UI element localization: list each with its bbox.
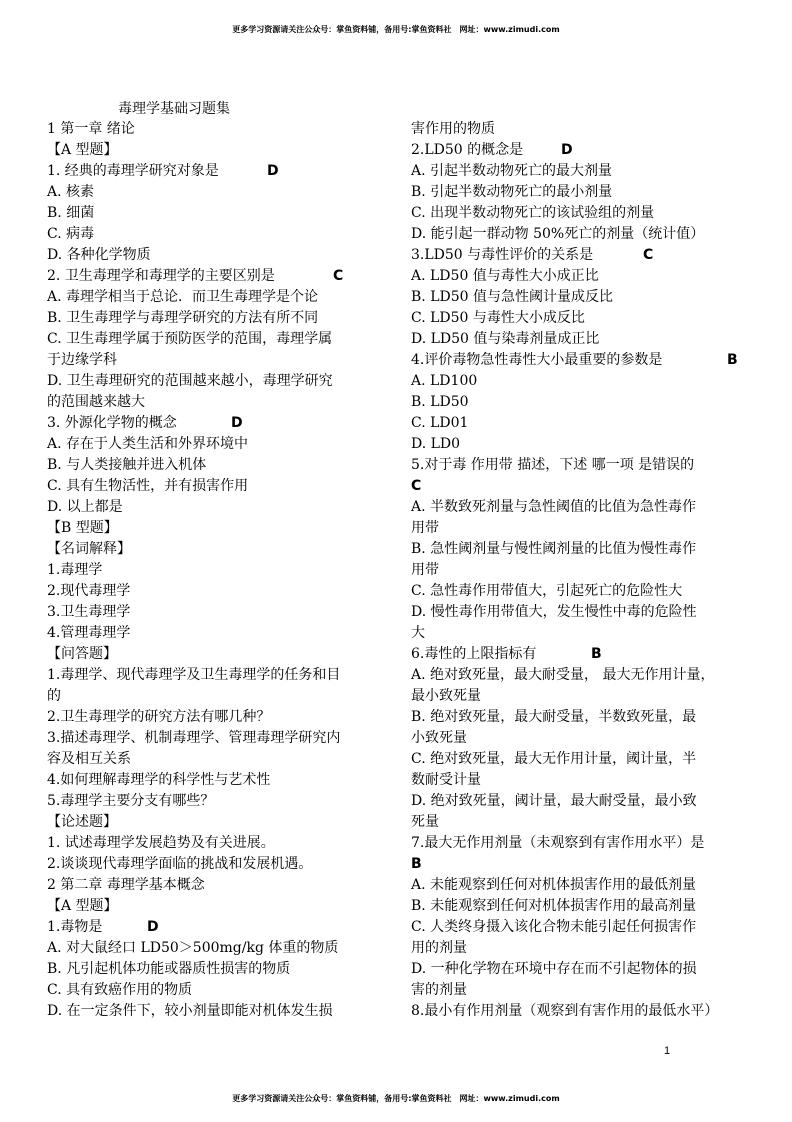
- option-b: B. 与人类接触并进入机体: [47, 457, 207, 473]
- option-d: D. 绝对致死量，阈计量，最大耐受量，最小致: [411, 793, 697, 809]
- question-7: 7.最大无作用剂量（未观察到有害作用水平）是: [411, 835, 705, 851]
- option-a: A. 毒理学相当于总论．而卫生毒理学是个论: [47, 289, 319, 305]
- option-d: D. 卫生毒理研究的范围越来越小，毒理学研究: [47, 373, 333, 389]
- answer-key: D: [561, 142, 573, 158]
- option-continuation: 死量: [411, 814, 439, 830]
- option-a: A. LD100: [411, 373, 478, 389]
- question-2: 2.LD50 的概念是: [411, 142, 524, 158]
- qa-item: 1.毒理学、现代毒理学及卫生毒理学的任务和目: [47, 667, 341, 683]
- qa-continuation: 的: [47, 688, 61, 704]
- footer-banner: 更多学习资源请关注公众号：掌鱼资料铺，备用号:掌鱼资料社 网址：www.zimudi.com: [232, 1094, 560, 1103]
- section-b-heading: 【B 型题】: [47, 520, 118, 536]
- option-c: C. 绝对致死量，最大无作用计量，阈计量，半: [411, 751, 697, 767]
- option-c: C. LD50 与毒性大小成反比: [411, 310, 585, 326]
- option-c: C. 急性毒作用带值大，引起死亡的危险性大: [411, 583, 683, 599]
- glossary-item: 4.管理毒理学: [47, 625, 131, 641]
- answer-key: C: [333, 268, 344, 284]
- answer-key: D: [231, 415, 243, 431]
- question-2: 2. 卫生毒理学和毒理学的主要区别是: [47, 268, 275, 284]
- question-1: 1.毒物是: [47, 919, 103, 935]
- question-5: 5.对于毒 作用带 描述，下述 哪一项 是错误的: [411, 457, 695, 473]
- section-a-heading: 【A 型题】: [47, 898, 118, 914]
- option-continuation: 害的剂量: [411, 982, 467, 998]
- glossary-item: 2.现代毒理学: [47, 583, 131, 599]
- question-8: 8.最小有作用剂量（观察到有害作用的最低水平）: [411, 1003, 719, 1019]
- option-a: A. 未能观察到任何对机体损害作用的最低剂量: [411, 877, 697, 893]
- qa-heading: 【问答题】: [47, 646, 117, 662]
- option-continuation: 小致死量: [411, 730, 467, 746]
- option-c: C. 卫生毒理学属于预防医学的范围，毒理学属: [47, 331, 333, 347]
- question-3: 3. 外源化学物的概念: [47, 415, 177, 431]
- option-a: A. 半数致死剂量与急性阈值的比值为急性毒作: [411, 499, 697, 515]
- essay-item: 2.谈谈现代毒理学面临的挑战和发展机遇。: [47, 856, 313, 872]
- option-b: B. 急性阈剂量与慢性阈剂量的比值为慢性毒作: [411, 541, 697, 557]
- question-6: 6.毒性的上限指标有: [411, 646, 537, 662]
- qa-item: 5.毒理学主要分支有哪些？: [47, 793, 215, 809]
- option-c: C. LD01: [411, 415, 469, 431]
- essay-item: 1. 试述毒理学发展趋势及有关进展。: [47, 835, 275, 851]
- option-b: B. 未能观察到任何对机体损害作用的最高剂量: [411, 898, 697, 914]
- chapter-1-heading: 1 第一章 绪论: [47, 121, 135, 137]
- option-d: D. LD50 值与染毒剂量成正比: [411, 331, 600, 347]
- option-d: D. 各种化学物质: [47, 247, 151, 263]
- question-4: 4.评价毒物急性毒性大小最重要的参数是: [411, 352, 663, 368]
- answer-key: B: [411, 856, 422, 872]
- option-continuation: 数耐受计量: [411, 772, 481, 788]
- option-c: C. 出现半数动物死亡的该试验组的剂量: [411, 205, 655, 221]
- option-b: B. 凡引起机体功能或器质性损害的物质: [47, 961, 291, 977]
- option-b: B. 细菌: [47, 205, 95, 221]
- answer-key: D: [267, 163, 279, 179]
- chapter-2-heading: 2 第二章 毒理学基本概念: [47, 877, 205, 893]
- answer-key: B: [591, 646, 602, 662]
- section-a-heading: 【A 型题】: [47, 142, 118, 158]
- glossary-item: 1.毒理学: [47, 562, 103, 578]
- answer-key: C: [643, 247, 654, 263]
- option-d: D. 在一定条件下，较小剂量即能对机体发生损: [47, 1003, 333, 1019]
- option-b: B. LD50 值与急性阈计量成反比: [411, 289, 613, 305]
- option-a: A. LD50 值与毒性大小成正比: [411, 268, 599, 284]
- option-continuation: 用的剂量: [411, 940, 467, 956]
- option-a: A. 对大鼠经口 LD50＞500mg/kg 体重的物质: [47, 940, 339, 956]
- qa-item: 3.描述毒理学、机制毒理学、管理毒理学研究内: [47, 730, 341, 746]
- option-continuation: 害作用的物质: [411, 121, 495, 137]
- option-c: C. 病毒: [47, 226, 95, 242]
- option-c: C. 具有致癌作用的物质: [47, 982, 193, 998]
- option-continuation: 大: [411, 625, 425, 641]
- question-1: 1. 经典的毒理学研究对象是: [47, 163, 219, 179]
- option-d: D. LD0: [411, 436, 461, 452]
- option-b: B. 卫生毒理学与毒理学研究的方法有所不同: [47, 310, 319, 326]
- qa-item: 4.如何理解毒理学的科学性与艺术性: [47, 772, 271, 788]
- option-b: B. 引起半数动物死亡的最小剂量: [411, 184, 613, 200]
- answer-key: C: [411, 478, 422, 494]
- option-a: A. 存在于人类生活和外界环境中: [47, 436, 249, 452]
- doc-title: 毒理学基础习题集: [118, 101, 230, 117]
- answer-key: B: [727, 352, 738, 368]
- option-a: A. 引起半数动物死亡的最大剂量: [411, 163, 613, 179]
- option-b: B. LD50: [411, 394, 469, 410]
- option-b: B. 绝对致死量，最大耐受量，半数致死量，最: [411, 709, 697, 725]
- option-a: A. 绝对致死量，最大耐受量， 最大无作用计量，: [411, 667, 715, 683]
- option-d: D. 以上都是: [47, 499, 123, 515]
- glossary-item: 3.卫生毒理学: [47, 604, 131, 620]
- option-continuation: 用带: [411, 520, 439, 536]
- essay-heading: 【论述题】: [47, 814, 117, 830]
- option-c: C. 人类终身摄入该化合物未能引起任何损害作: [411, 919, 697, 935]
- question-3: 3.LD50 与毒性评价的关系是: [411, 247, 594, 263]
- option-c: C. 具有生物活性，并有损害作用: [47, 478, 249, 494]
- answer-key: D: [147, 919, 159, 935]
- option-continuation: 用带: [411, 562, 439, 578]
- qa-item: 2.卫生毒理学的研究方法有哪几种？: [47, 709, 271, 725]
- option-continuation: 于边缘学科: [47, 352, 117, 368]
- qa-continuation: 容及相互关系: [47, 751, 131, 767]
- option-continuation: 最小致死量: [411, 688, 481, 704]
- option-continuation: 的范围越来越大: [47, 394, 145, 410]
- option-d: D. 一种化学物在环境中存在而不引起物体的损: [411, 961, 697, 977]
- option-d: D. 能引起一群动物 50%死亡的剂量（统计值）: [411, 226, 705, 242]
- option-a: A. 核素: [47, 184, 95, 200]
- glossary-heading: 【名词解释】: [47, 541, 131, 557]
- header-banner: 更多学习资源请关注公众号：掌鱼资料铺，备用号:掌鱼资料社 网址：www.zimudi.com: [232, 25, 560, 34]
- option-d: D. 慢性毒作用带值大，发生慢性中毒的危险性: [411, 604, 697, 620]
- page-number: 1: [664, 1045, 671, 1057]
